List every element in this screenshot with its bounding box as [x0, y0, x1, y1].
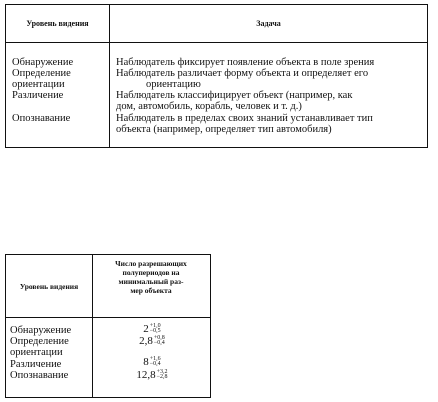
row-level-identification: Опознавание — [10, 370, 69, 381]
value-number: 12,8 — [136, 369, 156, 381]
vision-levels-task-table — [5, 4, 428, 148]
header-line: полупериодов на — [122, 268, 180, 277]
tolerance-down: −0,4 — [149, 361, 161, 368]
task-line: Наблюдатель классифицирует объект (например, как — [116, 90, 353, 101]
value-number: 2,8 — [139, 335, 153, 347]
row-value-recognition — [94, 357, 210, 368]
task-line: объекта (например, определяет тип автомобиля) — [116, 124, 332, 135]
tolerance-up: +3,2 — [156, 369, 168, 376]
row-level-orientation: Определение ориентации — [12, 68, 71, 90]
row-level-recognition: Различение — [10, 359, 62, 370]
row-value-identification — [94, 370, 210, 381]
tolerance — [157, 370, 168, 380]
tolerance-up: +1,6 — [149, 356, 161, 363]
tolerance-up: +0,8 — [153, 335, 165, 342]
row-level-recognition: Различение — [12, 90, 64, 101]
column-divider — [92, 255, 93, 397]
task-line: Наблюдатель различает форму объекта и определяет его — [116, 68, 369, 79]
header-line: минимальный раз- — [118, 277, 184, 286]
header-level: Уровень видения — [19, 281, 79, 291]
tolerance-up: +1,0 — [149, 323, 161, 330]
row-level-detection: Обнаружение — [12, 57, 74, 68]
row-value-detection — [94, 324, 210, 335]
task-line: дом, автомобиль, корабль, человек и т. д.) — [116, 101, 302, 112]
header-level: Уровень видения — [26, 19, 89, 28]
row-task-identification — [116, 113, 424, 135]
row-task-orientation — [116, 68, 424, 90]
row-task-recognition — [116, 90, 424, 112]
header-task: Задача — [256, 19, 281, 28]
tolerance-down: −0,5 — [149, 328, 161, 335]
row-level-detection: Обнаружение — [10, 325, 72, 336]
row-level-identification: Опознавание — [12, 113, 71, 124]
value-number: 2 — [143, 323, 149, 335]
header-line: Число разрешающих — [115, 259, 187, 268]
tolerance-down: −0,4 — [153, 340, 165, 347]
task-line: Наблюдатель в пределах своих знаний устанавливает тип — [116, 113, 373, 124]
task-line: ориентацию — [146, 79, 201, 90]
tolerance — [150, 324, 161, 334]
tolerance-down: −2,8 — [156, 374, 168, 381]
value-number: 8 — [143, 356, 149, 368]
header-line: мер объекта — [130, 286, 172, 295]
header-value — [94, 259, 208, 295]
row-level-orientation: Определение ориентации — [10, 336, 69, 358]
tolerance — [154, 336, 165, 346]
row-task-detection: Наблюдатель фиксирует появление объекта в поле зрения — [116, 57, 375, 68]
resolution-halfperiods-table — [5, 254, 211, 398]
row-value-orientation — [94, 336, 210, 347]
tolerance — [150, 357, 161, 367]
